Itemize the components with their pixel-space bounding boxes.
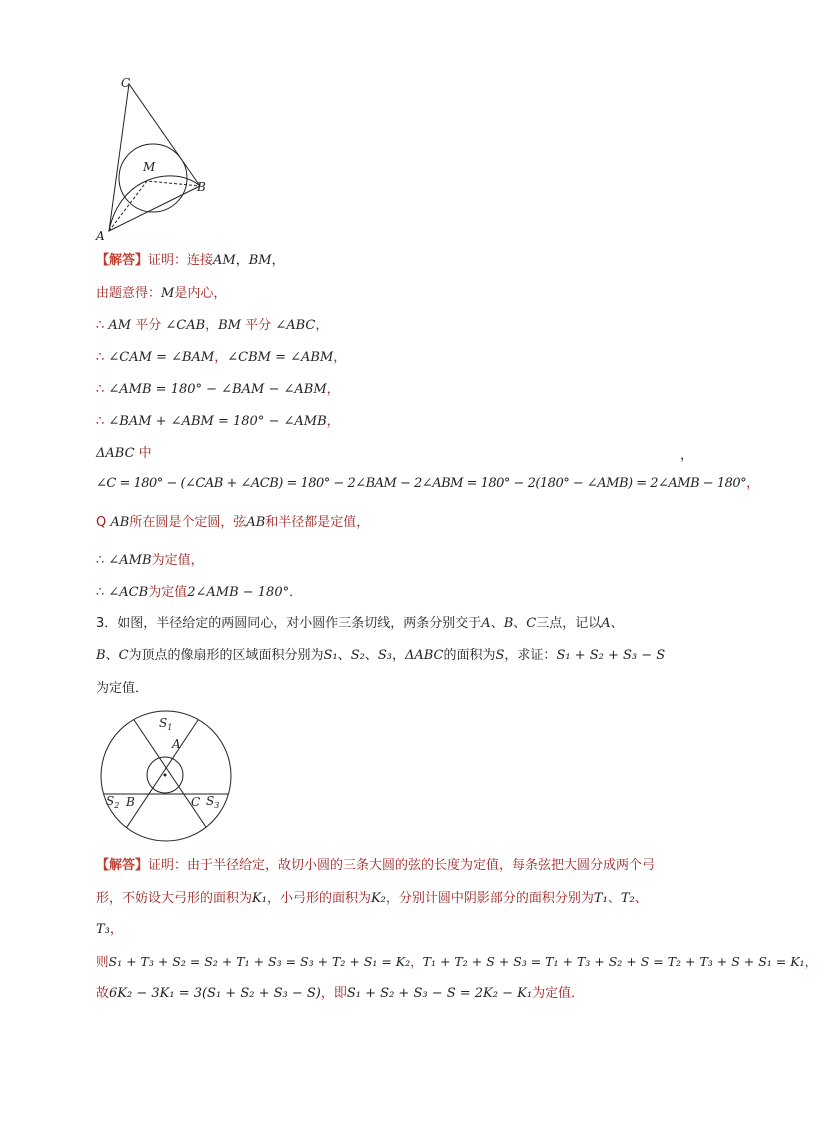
sol1-line6: ∴ ∠BAM + ∠ABM = 180° − ∠AMB， bbox=[96, 414, 340, 429]
sol1-line5: ∴ ∠AMB = 180° − ∠BAM − ∠ABM， bbox=[96, 382, 340, 397]
prob3-line3: 为定值． bbox=[96, 681, 149, 696]
sol1-line1: 【解答】证明：连接AM，BM， bbox=[96, 253, 285, 268]
sol3-line4: 则S₁ + T₃ + S₂ = S₂ + T₁ + S₃ = S₃ + T₂ + S₁ = K₂，T₁ + T₂ + S + S₃ = T₁ + T₃ + S₂ + S = T₂ + T₃ + S + S₁ = K₁， bbox=[96, 954, 817, 969]
label-s2: $S_2$ bbox=[106, 794, 120, 810]
label-c: C bbox=[191, 795, 201, 809]
label-c: C bbox=[121, 76, 131, 90]
sol1-line4: ∴ ∠CAM = ∠BAM，∠CBM = ∠ABM， bbox=[96, 350, 347, 365]
sol1-line3: ∴ AM 平分 ∠CAB，BM 平分 ∠ABC， bbox=[96, 318, 329, 333]
dashed-am-bm bbox=[109, 181, 200, 231]
sol3-line1: 【解答】证明：由于半径给定，故切小圆的三条大圆的弦的长度为定值，每条弦把大圆分成两个弓 bbox=[96, 858, 656, 873]
label-m: M bbox=[143, 160, 156, 174]
sol1-line8: ∠C = 180° − (∠CAB + ∠ACB) = 180° − 2∠BAM − 2∠ABM = 180° − 2(180° − ∠AMB) = 2∠AMB − 180°， bbox=[96, 476, 760, 491]
sol1-line7-end: ， bbox=[680, 448, 694, 463]
label-a: A bbox=[172, 737, 181, 751]
sol1-line10: ∴ ∠AMB为定值， bbox=[96, 553, 204, 568]
tangent-right bbox=[117, 711, 204, 842]
center-dot bbox=[164, 774, 167, 777]
label-s1: $S_1$ bbox=[159, 716, 173, 732]
sol1-line11: ∴ ∠ACB为定值2∠AMB − 180°． bbox=[96, 585, 303, 600]
sol3-line5: 故6K₂ − 3K₁ = 3(S₁ + S₂ + S₃ − S)，即S₁ + S₂ + S₃ − S = 2K₂ − K₁为定值． bbox=[96, 986, 585, 1001]
answer-tag: 【解答】 bbox=[96, 858, 149, 873]
label-a: A bbox=[96, 229, 105, 243]
sol3-line2: 形，不妨设大弓形的面积为K₁，小弓形的面积为K₂，分别计圆中阴影部分的面积分别为T₁、T₂、 bbox=[96, 891, 648, 906]
prob3-line2: B、C为顶点的像扇形的区域面积分别为S₁、S₂、S₃，ΔABC的面积为S，求证：S₁ + S₂ + S₃ − S bbox=[96, 648, 666, 663]
prob3-line1: 3．如图，半径给定的两圆同心，对小圆作三条切线，两条分别交于A、B、C三点，记以A、 bbox=[96, 616, 624, 631]
figure-concentric-circles bbox=[96, 706, 246, 846]
label-b: B bbox=[197, 180, 206, 194]
label-s3: $S_3$ bbox=[206, 794, 220, 810]
triangle-abc bbox=[109, 84, 200, 231]
sol1-line9: Q AB所在圆是个定圆，弦AB和半径都是定值， bbox=[96, 515, 370, 530]
figure-triangle-incircle bbox=[96, 72, 216, 242]
sol3-line3: T₃， bbox=[96, 922, 123, 937]
answer-tag: 【解答】 bbox=[96, 253, 149, 268]
sol1-line2: 由题意得：M是内心， bbox=[96, 286, 227, 301]
sol1-line7: ΔABC 中 bbox=[96, 446, 152, 461]
label-b: B bbox=[126, 795, 135, 809]
